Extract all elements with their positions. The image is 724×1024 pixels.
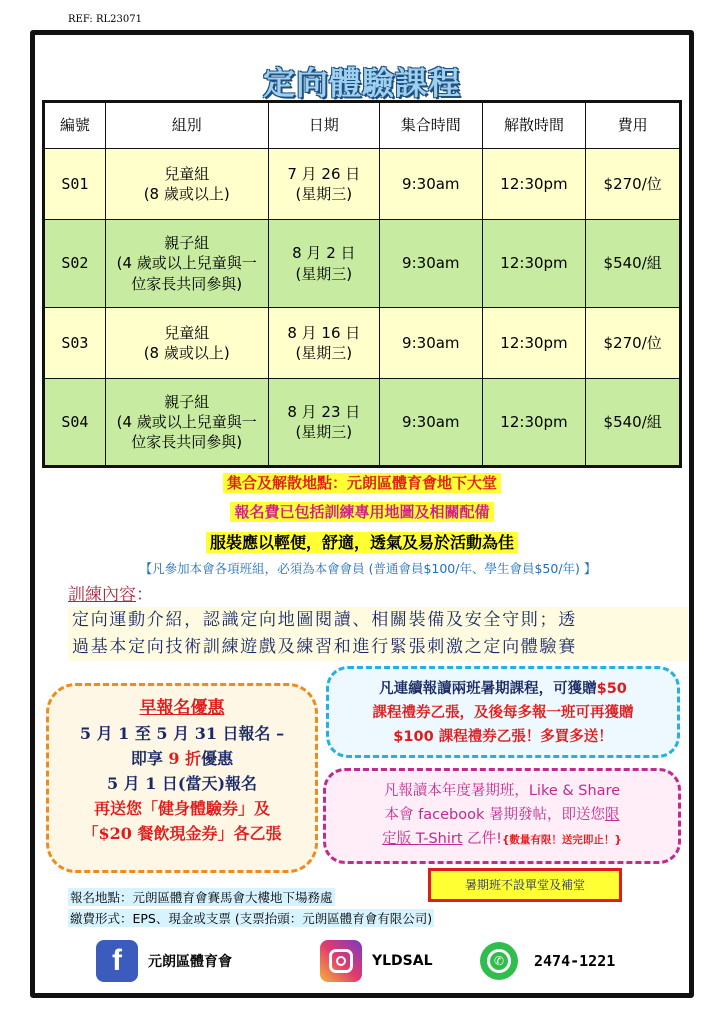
cell-group: 親子組 (4 歲或以上兒童與一 位家長共同參與) xyxy=(105,220,268,308)
cell-date: 7 月 26 日 (星期三) xyxy=(268,148,379,219)
table-header-row xyxy=(44,102,681,149)
header-fee: 費用 xyxy=(586,102,681,149)
whatsapp-link[interactable]: ✆ 2474-1221 xyxy=(478,938,615,984)
cell-date: 8 月 23 日 (星期三) xyxy=(268,379,379,467)
cell-start: 9:30am xyxy=(379,220,482,308)
reference-number: REF: RL23071 xyxy=(68,14,142,25)
header-end-time: 解散時間 xyxy=(482,102,586,149)
cell-start: 9:30am xyxy=(379,379,482,467)
cell-fee: $540/組 xyxy=(586,220,681,308)
clothing-note: 服裝應以輕便，舒適，透氣及易於活動為佳 xyxy=(0,530,724,553)
table-row xyxy=(44,148,681,219)
consecutive-enrolment-box: 凡連續報讀兩班暑期課程，可獲贈$50 課程禮券乙張，及後每多報一班可再獲贈 $100 課程禮券乙張！多買多送！ xyxy=(326,666,680,758)
cell-end: 12:30pm xyxy=(482,148,586,219)
training-content: 定向運動介紹，認識定向地圖閱讀、相關裝備及安全守則；透 過基本定向技術訓練遊戲及練習和進行緊張刺激之定向體驗賽 xyxy=(68,607,688,661)
registration-location: 報名地點：元朗區體育會賽馬會大樓地下場務處 xyxy=(70,890,333,905)
venue-note: 集合及解散地點：元朗區體育會地下大堂 xyxy=(0,472,724,493)
cell-end: 12:30pm xyxy=(482,379,586,467)
fee-includes-note: 報名費已包括訓練專用地圖及相關配備 xyxy=(0,501,724,522)
cell-fee: $270/位 xyxy=(586,148,681,219)
schedule-table xyxy=(42,100,682,468)
header-code: 編號 xyxy=(44,102,106,149)
training-heading: 訓練內容： xyxy=(68,585,153,605)
cell-date: 8 月 16 日 (星期三) xyxy=(268,307,379,378)
early-bird-box: 早報名優惠 5 月 1 至 5 月 31 日報名 – 即享 9 折優惠 5 月 1 日(當天)報名 再送您「健身體驗券」及 「$20 餐飲現金券」各乙張 xyxy=(46,683,318,873)
table-row xyxy=(44,307,681,378)
cell-code: S03 xyxy=(44,307,106,378)
cell-start: 9:30am xyxy=(379,307,482,378)
table-row xyxy=(44,220,681,308)
table-row xyxy=(44,379,681,467)
cell-end: 12:30pm xyxy=(482,307,586,378)
cell-group: 兒童組 (8 歲或以上) xyxy=(105,307,268,378)
facebook-icon: f xyxy=(96,940,138,982)
cell-group: 兒童組 (8 歲或以上) xyxy=(105,148,268,219)
membership-note: 【凡參加本會各項班組，必須為本會會員 (普通會員$100/年、學生會員$50/年) 】 xyxy=(139,561,597,576)
payment-method: 繳費形式：EPS、現金或支票 (支票抬頭：元朗區體育會有限公司) xyxy=(70,911,433,926)
whatsapp-icon: ✆ xyxy=(480,942,518,980)
no-makeup-badge: 暑期班不設單堂及補堂 xyxy=(428,868,622,902)
instagram-link[interactable]: YLDSAL xyxy=(320,938,433,984)
cell-group: 親子組 (4 歲或以上兒童與一 位家長共同參與) xyxy=(105,379,268,467)
cell-start: 9:30am xyxy=(379,148,482,219)
cell-code: S04 xyxy=(44,379,106,467)
instagram-icon xyxy=(320,940,362,982)
cell-end: 12:30pm xyxy=(482,220,586,308)
header-group: 組別 xyxy=(105,102,268,149)
header-start-time: 集合時間 xyxy=(379,102,482,149)
cell-fee: $270/位 xyxy=(586,307,681,378)
header-date: 日期 xyxy=(268,102,379,149)
cell-date: 8 月 2 日 (星期三) xyxy=(268,220,379,308)
facebook-promo-box: 凡報讀本年度暑期班，Like & Share 本會 facebook 暑期發帖，即送您限 定版 T-Shirt 乙件!{數量有限！送完即止！} xyxy=(323,768,681,864)
page-title: 定向體驗課程 xyxy=(262,64,461,102)
cell-fee: $540/組 xyxy=(586,379,681,467)
cell-code: S01 xyxy=(44,148,106,219)
cell-code: S02 xyxy=(44,220,106,308)
facebook-link[interactable]: f 元朗區體育會 xyxy=(96,938,232,984)
early-bird-heading: 早報名優惠 xyxy=(139,698,225,718)
